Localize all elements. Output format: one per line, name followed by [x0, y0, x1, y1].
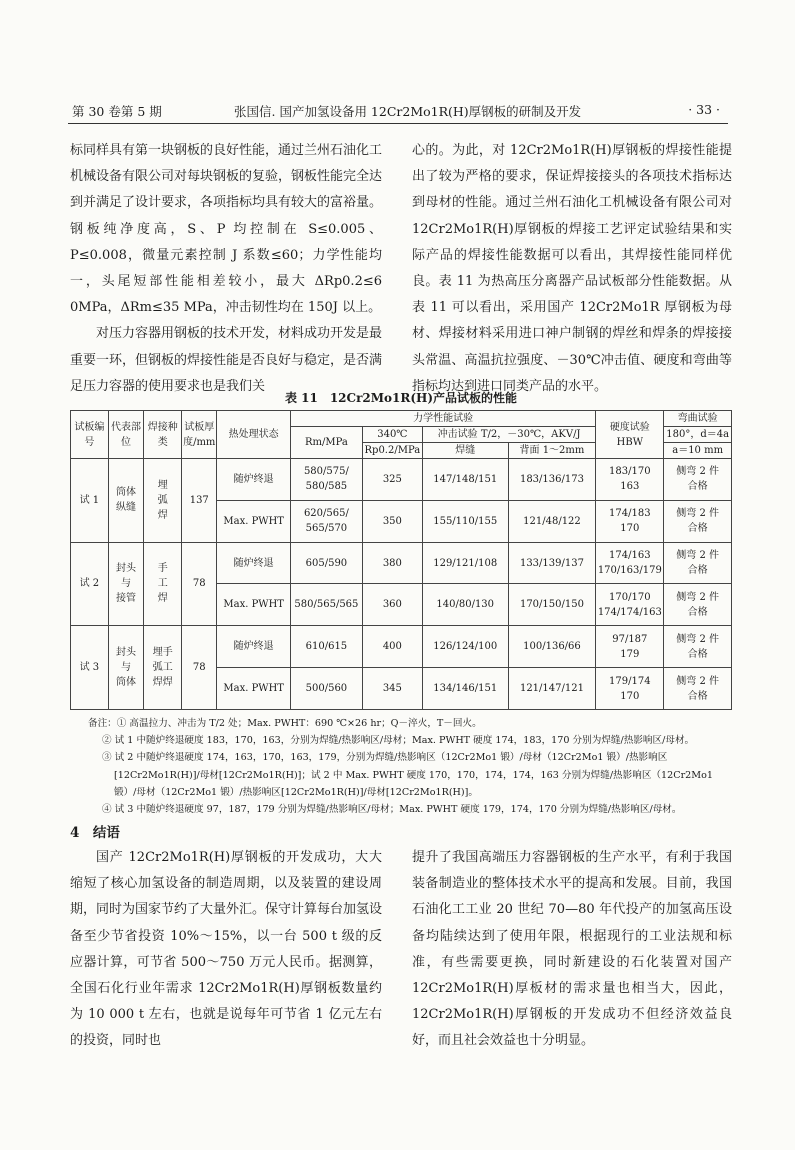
th-weld: 焊缝 [422, 443, 508, 459]
cell-bend [664, 459, 732, 501]
table-row [71, 459, 732, 501]
line: 埋 [157, 479, 168, 491]
paragraph: 对压力容器用钢板的技术开发，材料成功开发是最重要一环，但钢板的焊接性能是否良好与稳定，是否满足压力容器的使用要求也是我们关 [70, 326, 383, 394]
cell-rm: 605/590 [290, 542, 362, 584]
line: 埋手 [152, 647, 173, 659]
cell-impact-back: 133/139/137 [508, 542, 596, 584]
cell-rp02: 345 [362, 668, 422, 710]
line: 合格 [687, 523, 708, 535]
paragraph: 国产 12Cr2Mo1R(H)厚钢板的开发成功，大大缩短了核心加氢设备的制造周期，以及装置的建设周期，同时为国家节约了大量外汇。保守计算每台加氢设备至少节省投资 10%～15%，以一台 500 t 级的反应器计算，可节省 500～750 万元人民币。据测算，全国石化行业年需求 12Cr2Mo1R(H)厚钢板数量约为 10 000 t 左右，也就是说每年可节省 1 亿元左右的投资，同时也 [70, 850, 383, 1049]
cell-rm [290, 459, 362, 501]
table-row [71, 626, 732, 668]
line: 170/163/179 [597, 565, 662, 577]
line: 174/183 [609, 508, 651, 520]
th-weld-type: 焊接种类 [144, 411, 182, 459]
line: 97/187 [612, 633, 648, 645]
th-mechanical: 力学性能试验 [290, 411, 595, 427]
running-title: 张国信. 国产加氢设备用 12Cr2Mo1R(H)厚钢板的研制及开发 [234, 104, 582, 119]
cell-impact-weld: 126/124/100 [422, 626, 508, 668]
cell-bend [664, 500, 732, 542]
line: 侧弯 2 件 [676, 633, 720, 645]
cell-bend [664, 668, 732, 710]
th-back: 背面 1～2mm [508, 443, 596, 459]
cell-rp02: 325 [362, 459, 422, 501]
journal-volume: 第 30 卷第 5 期 [72, 104, 162, 119]
line: 565/570 [305, 523, 348, 535]
line: 弧工 [152, 662, 173, 674]
cell-hardness [596, 584, 664, 626]
line: 合格 [687, 481, 708, 493]
cell-hardness [596, 626, 664, 668]
line: 与 [121, 662, 132, 674]
line: 封头 [116, 647, 137, 659]
properties-table [70, 410, 732, 710]
line: 封头 [116, 563, 137, 575]
th-bend: 弯曲试验 [664, 411, 732, 427]
note: ③ 试 2 中随炉终退硬度 174，163，170，163，179，分别为焊缝/热影响区（12Cr2Mo1 锻）/母材（12Cr2Mo1 锻）/热影响区[12Cr2Mo1R(H)]/母材[12Cr2Mo1R(H)]；试 2 中 Max. PWHT 硬度 170，170，174，174，163 分别为焊缝/热影响区（12Cr2Mo1 锻）/母材（12Cr2Mo1 锻）/热影响区[12Cr2Mo1R(H)]/母材[12Cr2Mo1R(H)]。 [102, 752, 713, 798]
cell-impact-back: 121/147/121 [508, 668, 596, 710]
cell-hardness [596, 500, 664, 542]
line: 合格 [687, 565, 708, 577]
cell-bend [664, 542, 732, 584]
line: 手 [157, 563, 168, 575]
cell-heat-treatment: Max. PWHT [217, 584, 291, 626]
line: 183/170 [609, 466, 651, 478]
table-caption: 表 11 12Cr2Mo1R(H)产品试板的性能 [284, 391, 518, 405]
cell-hardness [596, 459, 664, 501]
table-notes [88, 715, 734, 818]
cell-impact-back: 100/136/66 [508, 626, 596, 668]
line: 侧弯 2 件 [676, 466, 720, 478]
line: 焊焊 [152, 677, 173, 689]
line: 179 [620, 648, 640, 660]
line: 合格 [687, 606, 708, 618]
cell-rm: 500/560 [290, 668, 362, 710]
cell-location [108, 626, 144, 710]
line: 合格 [687, 690, 708, 702]
cell-rp02: 400 [362, 626, 422, 668]
line: 179/174 [609, 675, 651, 687]
th-thickness: 试板厚度/mm [182, 411, 217, 459]
th-bend-cond1: 180°，d＝4a [664, 427, 732, 443]
line: 174/174/163 [597, 606, 662, 618]
cell-heat-treatment: Max. PWHT [217, 500, 291, 542]
cell-rp02: 380 [362, 542, 422, 584]
line: 与 [121, 578, 132, 590]
line: 侧弯 2 件 [676, 508, 720, 520]
cell-test-no: 试 3 [71, 626, 109, 710]
line: 弧 [157, 494, 168, 506]
cell-weld-type [144, 459, 182, 543]
line: 580/575/ [303, 466, 349, 478]
cell-rm: 580/565/565 [290, 584, 362, 626]
cell-weld-type [144, 542, 182, 626]
cell-bend [664, 584, 732, 626]
line: 170 [620, 690, 640, 702]
table-row [71, 542, 732, 584]
cell-impact-back: 183/136/173 [508, 459, 596, 501]
line: 接管 [116, 593, 137, 605]
cell-hardness [596, 668, 664, 710]
cell-impact-weld: 155/110/155 [422, 500, 508, 542]
note: ④ 试 3 中随炉终退硬度 97，187，179 分别为焊缝/热影响区/母材；Max. PWHT 硬度 179，174，170 分别为焊缝/热影响区/母材。 [102, 804, 682, 816]
cell-thickness: 78 [182, 626, 217, 710]
cell-impact-back: 170/150/150 [508, 584, 596, 626]
cell-rp02: 360 [362, 584, 422, 626]
body-column-left [70, 138, 382, 400]
cell-hardness [596, 542, 664, 584]
page-number: · 33 · [688, 102, 720, 117]
th-bend-cond2: a＝10 mm [664, 443, 732, 459]
line: 174/163 [609, 550, 651, 562]
line: 620/565/ [303, 508, 349, 520]
body-column-right [412, 138, 732, 400]
cell-impact-weld: 147/148/151 [422, 459, 508, 501]
cell-thickness: 78 [182, 542, 217, 626]
header-rule [68, 123, 728, 124]
line: 163 [620, 481, 640, 493]
line: 580/585 [305, 481, 348, 493]
cell-impact-weld: 134/146/151 [422, 668, 508, 710]
cell-heat-treatment: Max. PWHT [217, 668, 291, 710]
line: 焊 [157, 509, 168, 521]
cell-impact-weld: 129/121/108 [422, 542, 508, 584]
note: 备注：① 高温拉力、冲击为 T/2 处；Max. PWHT：690 ℃×26 hr；Q－淬火，T－回火。 [88, 718, 482, 729]
section-heading: 4 结语 [70, 825, 120, 841]
th-rp02: Rp0.2/MPa [362, 443, 422, 459]
th-hardness: 硬度试验 HBW [596, 411, 664, 459]
cell-rm: 610/615 [290, 626, 362, 668]
th-rm: Rm/MPa [290, 427, 362, 459]
paragraph: 提升了我国高端压力容器钢板的生产水平，有利于我国装备制造业的整体技术水平的提高和发展。目前，我国石油化工工业 20 世纪 70—80 年代投产的加氢高压设备均陆续达到了使用年限，根据现行的工业法规和标准，有些需要更换，同时新建设的石化装置对国产 12Cr2Mo1R(H)厚板材的需求量也相当大，因此，12Cr2Mo1R(H)厚钢板的开发成功不但经济效益良好，而且社会效益也十分明显。 [412, 850, 732, 1049]
cell-location [108, 542, 144, 626]
line: 筒体 [116, 487, 137, 499]
line: 工 [157, 578, 168, 590]
cell-rm [290, 500, 362, 542]
paragraph: 标同样具有第一块钢板的良好性能，通过兰州石油化工机械设备有限公司对每块钢板的复验，钢板性能完全达到并满足了设计要求，各项指标均具有较大的富裕量。钢板纯净度高，S、P 均控制在 S≤0.005、P≤0.008，微量元素控制 J 系数≤60；力学性能均一，头尾短部性能相差较小，最大 ΔRp0.2≤6 0MPa，ΔRm≤35 MPa，冲击韧性均在 150J 以上。 [70, 143, 383, 316]
cell-location [108, 459, 144, 543]
conclusion-column-right [412, 845, 732, 1055]
cell-heat-treatment: 随炉终退 [217, 459, 291, 501]
line: 170/170 [609, 591, 651, 603]
th-location: 代表部位 [108, 411, 144, 459]
cell-heat-treatment: 随炉终退 [217, 626, 291, 668]
line: 侧弯 2 件 [676, 591, 720, 603]
note: ② 试 1 中随炉终退硬度 183，170，163，分别为焊缝/热影响区/母材；Max. PWHT 硬度 174，183，170 分别为焊缝/热影响区/母材。 [102, 735, 695, 747]
cell-test-no: 试 2 [71, 542, 109, 626]
cell-thickness: 137 [182, 459, 217, 543]
conclusion-column-left [70, 845, 382, 1055]
line: 纵缝 [116, 502, 137, 514]
page-header [68, 102, 728, 124]
cell-impact-back: 121/48/122 [508, 500, 596, 542]
line: 侧弯 2 件 [676, 550, 720, 562]
cell-impact-weld: 140/80/130 [422, 584, 508, 626]
line: 筒体 [116, 677, 137, 689]
paragraph: 心的。为此，对 12Cr2Mo1R(H)厚钢板的焊接性能提出了较为严格的要求，保证焊接接头的各项技术指标达到母材的性能。通过兰州石油化工机械设备有限公司对 12Cr2Mo1R(H)厚钢板的焊接工艺评定试验结果和实际产品的焊接性能数据可以看出，其焊接性能同样优良。表 11 为热高压分离器产品试板部分性能数据。从表 11 可以看出，采用国产 12Cr2Mo1R 厚钢板为母材、焊接材料采用进口神户制钢的焊丝和焊条的焊接接头常温、高温抗拉强度、－30℃冲击值、硬度和弯曲等指标均达到进口同类产品的水平。 [412, 143, 732, 394]
th-340c: 340℃ [362, 427, 422, 443]
cell-heat-treatment: 随炉终退 [217, 542, 291, 584]
cell-rp02: 350 [362, 500, 422, 542]
line: 170 [620, 523, 640, 535]
th-impact: 冲击试验 T/2，－30℃，AKV/J [422, 427, 595, 443]
line: 焊 [157, 593, 168, 605]
th-heat-treatment: 热处理状态 [217, 411, 291, 459]
th-test-no: 试板编号 [71, 411, 109, 459]
cell-bend [664, 626, 732, 668]
line: 合格 [687, 648, 708, 660]
cell-weld-type [144, 626, 182, 710]
cell-test-no: 试 1 [71, 459, 109, 543]
line: 侧弯 2 件 [676, 675, 720, 687]
